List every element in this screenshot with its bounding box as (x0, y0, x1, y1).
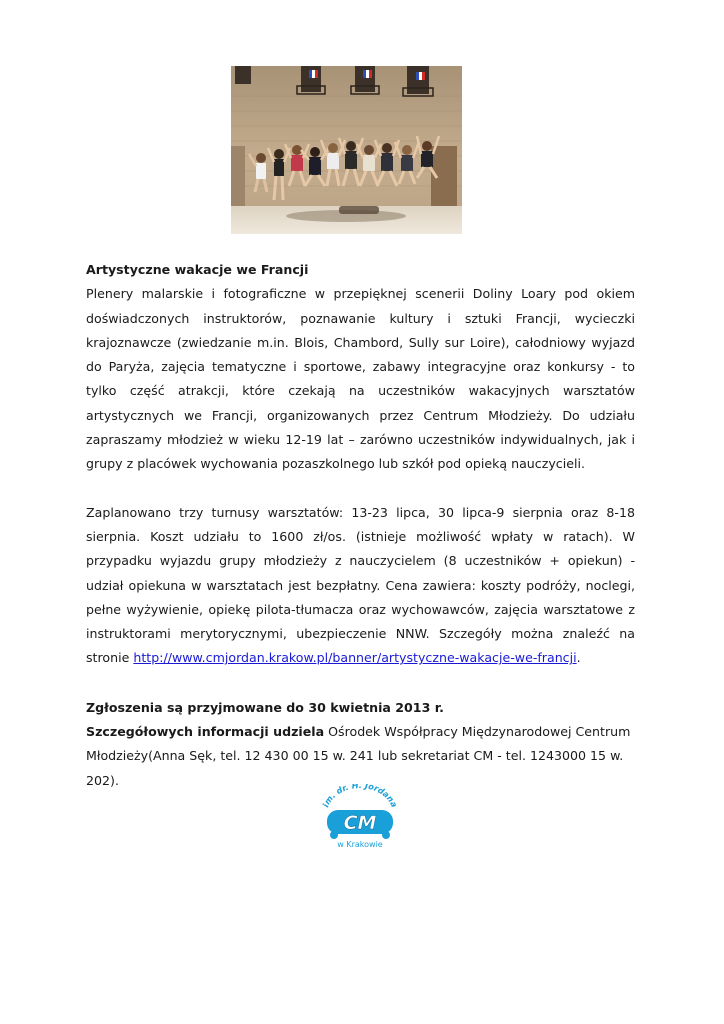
logo-subtitle: w Krakowie (337, 840, 383, 849)
contact-paragraph (86, 720, 635, 793)
paragraph-gap (86, 671, 635, 696)
deadline-notice: Zgłoszenia są przyjmowane do 30 kwietnia 2013 r. (86, 699, 444, 715)
photo-illustration (231, 66, 462, 234)
details-text: Zaplanowano trzy turnusy warsztatów: 13-23 lipca, 30 lipca-9 sierpnia oraz 8-18 sierpnia. Koszt udziału to 1600 zł/os. (istnieje możliwość wpłaty w ratach). W przypadku wyjazdu grupy młodzieży z nauczycielem (8 uczestników + opiekun) - udział opiekuna w warsztatach jest bezpłatny. Cena zawiera: koszty podróży, noclegi, pełne wyżywienie, opiekę pilota-tłumacza oraz wychowawców, zajęcia warsztatowe z instruktorami merytorycznymi, ubezpieczenie NNW. Szczegóły można znaleźć na stronie (86, 504, 635, 666)
contact-text: Ośrodek Współpracy Międzynarodowej Centrum Młodzieży(Anna Sęk, tel. 12 430 00 15 w. 241 lub sekretariat CM - tel. 1243000 15 w. 202). (86, 724, 631, 788)
article-body (86, 258, 635, 793)
details-paragraph (86, 501, 635, 671)
logo-letters: CM (343, 812, 377, 834)
details-period: . (576, 650, 581, 666)
intro-paragraph: Plenery malarskie i fotograficzne w przepięknej scenerii Doliny Loary pod okiem doświadczonych instruktorów, poznawanie kultury i sztuki Francji, wycieczki krajoznawcze (zwiedzanie m.in. Blois, Chambord, Sully sur Loire), całodniowy wyjazd do Paryża, zajęcia tematyczne i sportowe, zabawy integracyjne oraz konkursy - to tylko część atrakcji, które czekają na uczestników wakacyjnych warsztatów artystycznych we Francji, organizowanych przez Centrum Młodzieży. Do udziału zapraszamy młodzież w wieku 12-19 lat – zarówno uczestników indywidualnych, jak i grupy z placówek wychowania pozaszkolnego lub szkół pod opieką nauczycieli. (86, 286, 635, 472)
contact-lead: Szczegółowych informacji udziela (86, 724, 325, 740)
event-link[interactable]: http://www.cmjordan.krakow.pl/banner/artystyczne-wakacje-we-francji (133, 650, 577, 666)
logo-arc-text: im. dr. H. Jordana (320, 784, 400, 809)
paragraph-gap (86, 477, 635, 501)
cm-logo (317, 784, 403, 850)
article-title: Artystyczne wakacje we Francji (86, 262, 309, 277)
cm-logo-icon (317, 784, 403, 850)
group-jumping-photo (231, 66, 462, 234)
